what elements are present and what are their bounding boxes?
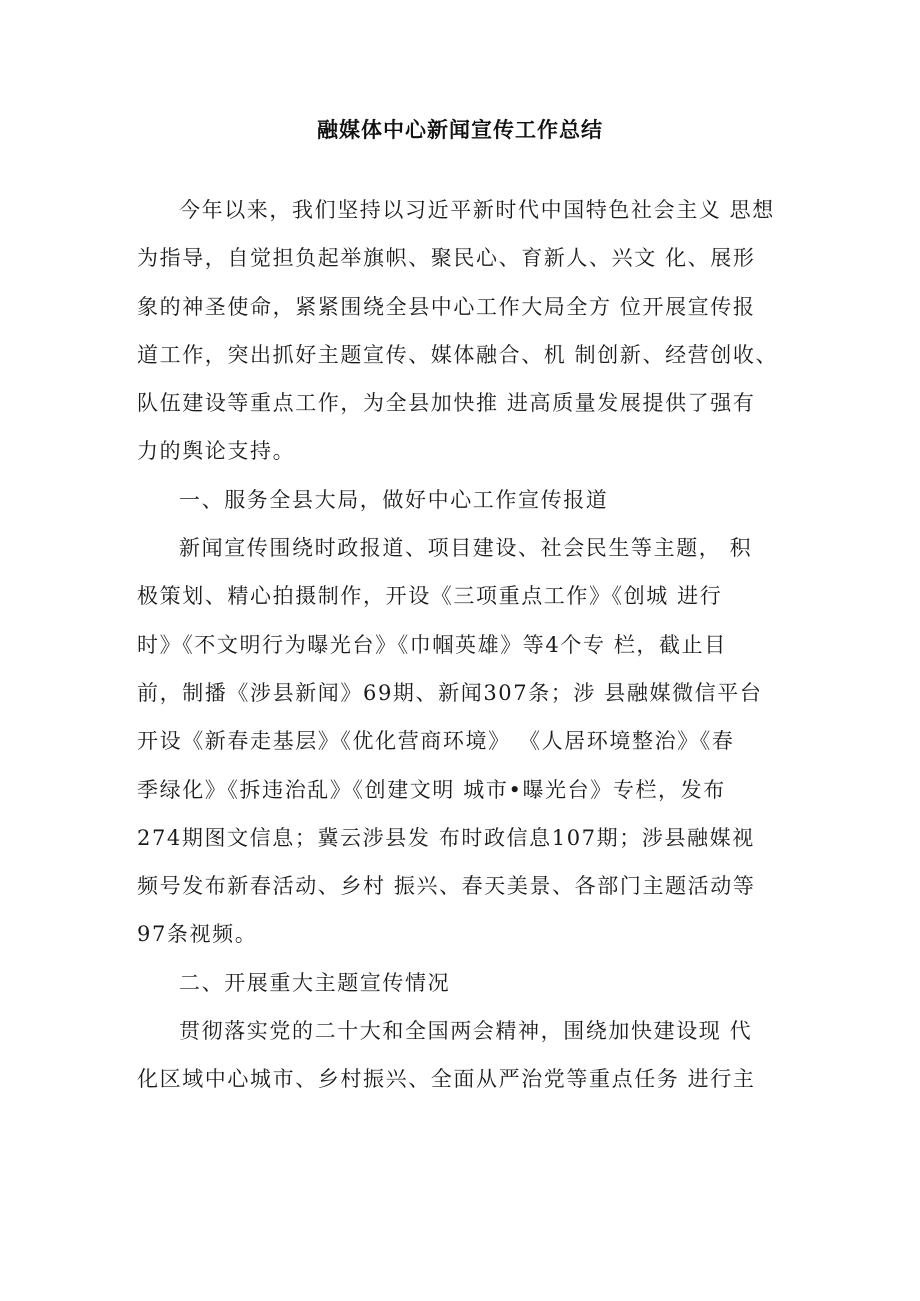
document-line: 化区域中心城市、乡村振兴、全面从严治党等重点任务 进行主 [137, 1067, 756, 1092]
document-line: 力的舆论支持。 [137, 439, 296, 464]
document-line: 象的神圣使命，紧紧围绕全县中心工作大局全方 位开展宣传报 [137, 294, 756, 319]
document-line: 极策划、精心拍摄制作，开设《三项重点工作》《创城 进行 [137, 584, 723, 609]
document-line: 前，制播《涉县新闻》69期、新闻307条；涉 县融媒微信平台 [137, 680, 763, 705]
document-line: 二、开展重大主题宣传情况 [179, 970, 451, 995]
document-line: 一、服务全县大局，做好中心工作宣传报道 [179, 487, 609, 512]
document-line: 为指导，自觉担负起举旗帜、聚民心、育新人、兴文 化、展形 [137, 246, 756, 271]
document-line: 季绿化》《拆违治乱》《创建文明 城市•曝光台》专栏，发布 [137, 777, 726, 802]
document-line: 贯彻落实党的二十大和全国两会精神，围绕加快建设现 代 [179, 1019, 753, 1044]
document-line: 队伍建设等重点工作，为全县加快推 进高质量发展提供了强有 [137, 391, 756, 416]
document-line: 今年以来，我们坚持以习近平新时代中国特色社会主义 思想 [179, 198, 775, 222]
document-line: 97条视频。 [137, 922, 258, 947]
document-line: 274期图文信息；冀云涉县发 布时政信息107期；涉县融媒视 [137, 825, 755, 850]
document-line: 开设《新春走基层》《优化营商环境》 《人居环境整治》《春 [137, 729, 735, 754]
document-line: 频号发布新春活动、乡村 振兴、春天美景、各部门主题活动等 [137, 874, 756, 899]
document-body [137, 186, 817, 1104]
document-line: 道工作，突出抓好主题宣传、媒体融合、机 制创新、经营创收、 [137, 342, 779, 367]
document-title: 融媒体中心新闻宣传工作总结 [317, 118, 603, 142]
document-line: 时》《不文明行为曝光台》《巾帼英雄》等4个专 栏，截止目 [137, 632, 727, 657]
document-line: 新闻宣传围绕时政报道、项目建设、社会民生等主题， 积 [179, 536, 753, 561]
